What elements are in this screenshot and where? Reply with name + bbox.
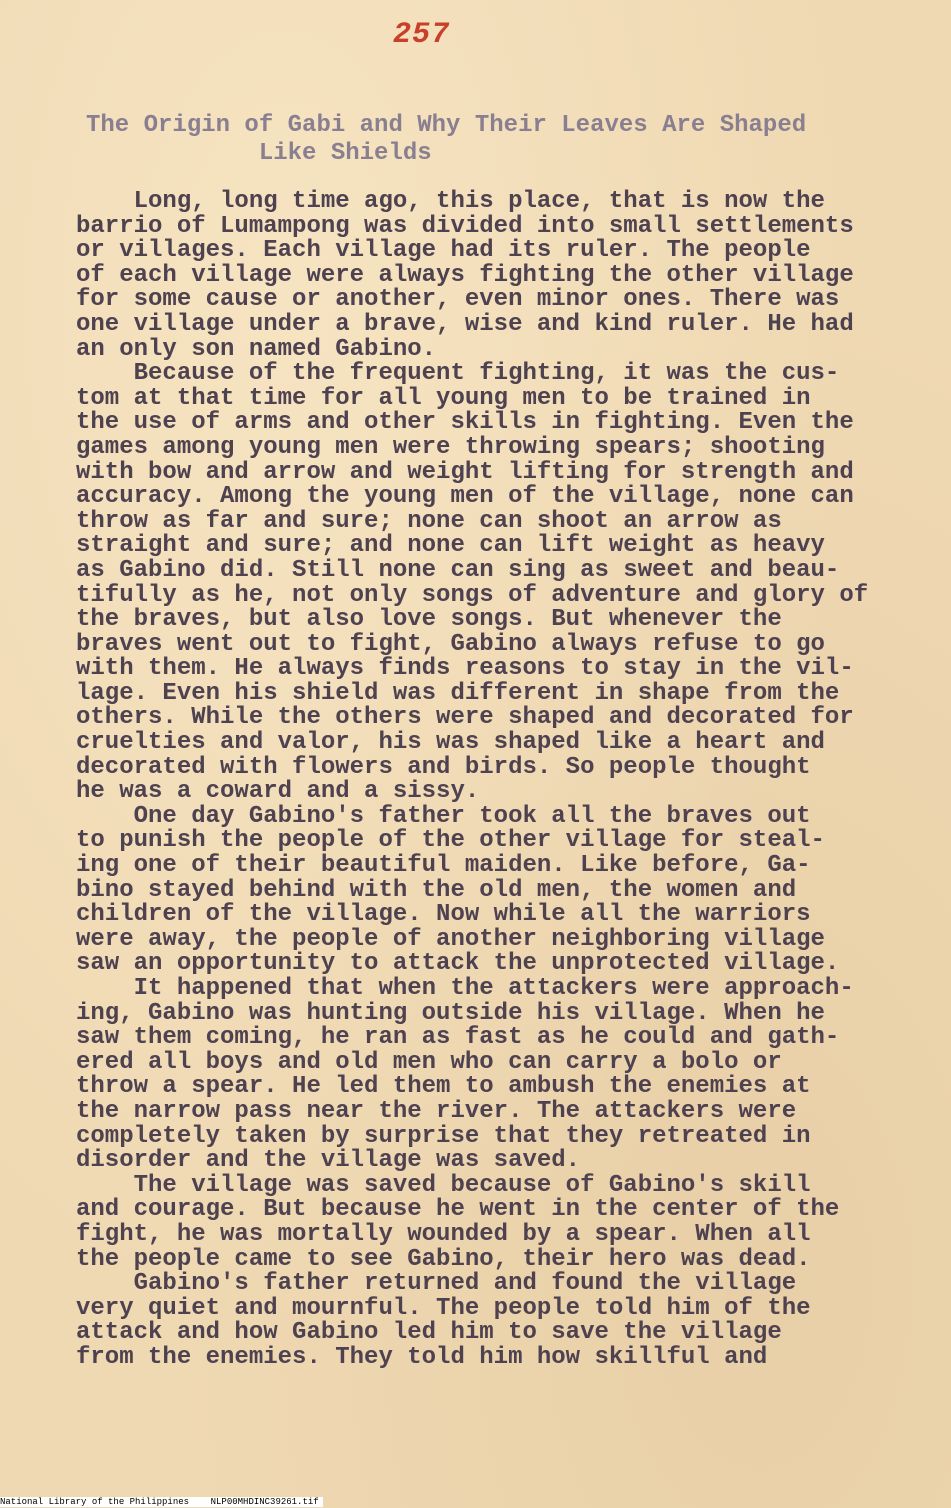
body-text xyxy=(76,190,906,1371)
text-line: the people came to see Gabino, their hero was dead. xyxy=(76,1245,811,1273)
text-line: straight and sure; and none can lift weight as heavy xyxy=(76,532,825,560)
text-line: One day Gabino's father took all the braves out xyxy=(76,802,811,830)
text-line: or villages. Each village had its ruler. The people xyxy=(76,237,811,265)
text-line: of each village were always fighting the other village xyxy=(76,261,854,289)
text-line: to punish the people of the other village for steal- xyxy=(76,827,825,855)
text-line: attack and how Gabino led him to save the village xyxy=(76,1319,782,1347)
text-line: cruelties and valor, his was shaped like a heart and xyxy=(76,729,825,757)
text-line: ing one of their beautiful maiden. Like before, Ga- xyxy=(76,852,811,880)
document-title xyxy=(86,112,846,168)
text-line: the use of arms and other skills in fighting. Even the xyxy=(76,409,854,437)
text-line: he was a coward and a sissy. xyxy=(76,778,480,806)
text-line: tifully as he, not only songs of adventure and glory of xyxy=(76,581,869,609)
text-line: ered all boys and old men who can carry a bolo or xyxy=(76,1048,782,1076)
text-line: from the enemies. They told him how skillful and xyxy=(76,1343,768,1371)
text-line: decorated with flowers and birds. So people thought xyxy=(76,753,811,781)
text-line: tom at that time for all young men to be trained in xyxy=(76,384,811,412)
text-line: bino stayed behind with the old men, the women and xyxy=(76,876,797,904)
text-line: games among young men were throwing spears; shooting xyxy=(76,433,825,461)
text-line: very quiet and mournful. The people told him of the xyxy=(76,1294,811,1322)
text-line: as Gabino did. Still none can sing as sweet and beau- xyxy=(76,556,840,584)
text-line: others. While the others were shaped and decorated for xyxy=(76,704,854,732)
text-line: children of the village. Now while all the warriors xyxy=(76,901,811,929)
text-line: The village was saved because of Gabino's skill xyxy=(76,1171,811,1199)
archive-footer: National Library of the Philippines NLP00MHDINC39261.tif xyxy=(0,1497,323,1507)
text-line: barrio of Lumampong was divided into small settlements xyxy=(76,212,854,240)
text-line: Gabino's father returned and found the village xyxy=(76,1270,797,1298)
text-line: with bow and arrow and weight lifting for strength and xyxy=(76,458,854,486)
text-line: completely taken by surprise that they retreated in xyxy=(76,1122,811,1150)
text-line: Long, long time ago, this place, that is now the xyxy=(76,188,825,215)
text-line: with them. He always finds reasons to stay in the vil- xyxy=(76,655,854,683)
text-line: ing, Gabino was hunting outside his village. When he xyxy=(76,999,825,1027)
text-line: and courage. But because he went in the center of the xyxy=(76,1196,840,1224)
text-line: disorder and the village was saved. xyxy=(76,1147,581,1175)
text-line: fight, he was mortally wounded by a spear. When all xyxy=(76,1220,811,1248)
text-line: an only son named Gabino. xyxy=(76,335,437,363)
text-line: saw an opportunity to attack the unprotected village. xyxy=(76,950,840,978)
text-line: for some cause or another, even minor ones. There was xyxy=(76,286,840,314)
text-line: throw as far and sure; none can shoot an arrow as xyxy=(76,507,782,535)
page-number: 257 xyxy=(393,18,451,52)
text-line: saw them coming, he ran as fast as he could and gath- xyxy=(76,1024,840,1052)
text-line: It happened that when the attackers were approach- xyxy=(76,975,854,1002)
text-line: the narrow pass near the river. The attackers were xyxy=(76,1097,797,1125)
text-line: the braves, but also love songs. But whenever the xyxy=(76,606,782,634)
text-line: braves went out to fight, Gabino always refuse to go xyxy=(76,630,825,658)
title-line: Like Shields xyxy=(86,140,432,167)
text-line: were away, the people of another neighboring village xyxy=(76,925,825,953)
text-line: Because of the frequent fighting, it was the cus- xyxy=(76,360,840,388)
title-line: The Origin of Gabi and Why Their Leaves Are Shaped xyxy=(86,112,807,139)
text-line: throw a spear. He led them to ambush the enemies at xyxy=(76,1073,811,1101)
text-line: lage. Even his shield was different in shape from the xyxy=(76,679,840,707)
text-line: one village under a brave, wise and kind ruler. He had xyxy=(76,310,854,338)
text-line: accuracy. Among the young men of the village, none can xyxy=(76,483,854,511)
